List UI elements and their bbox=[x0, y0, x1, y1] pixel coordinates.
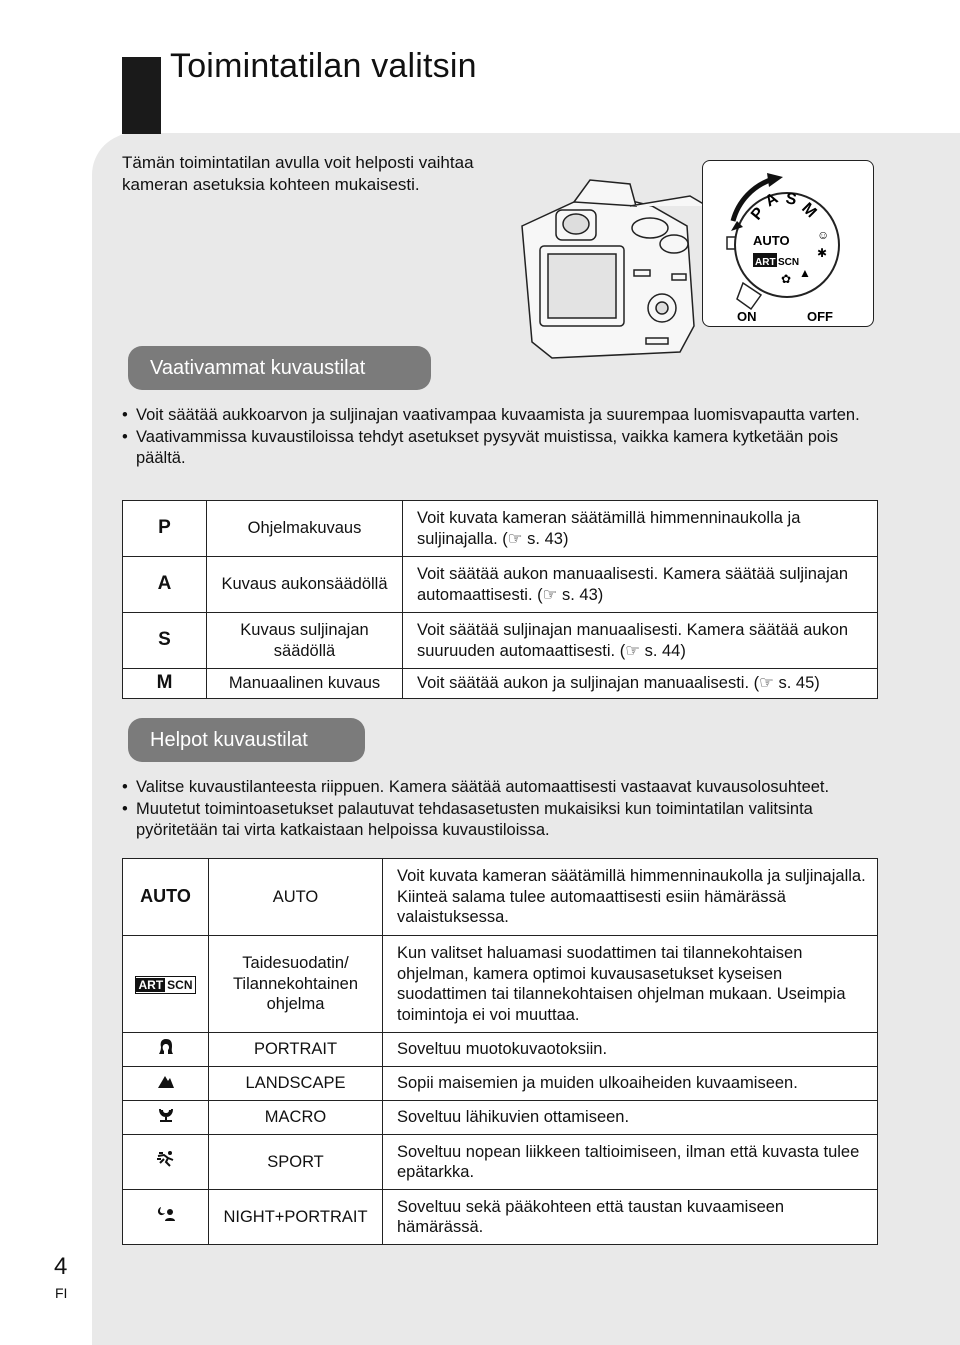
table-row bbox=[123, 1033, 878, 1067]
mode-desc: Soveltuu sekä pääkohteen että taustan kuvaamiseen hämärässä. bbox=[383, 1190, 878, 1245]
mode-letter: A bbox=[123, 557, 207, 613]
table-row bbox=[123, 1101, 878, 1135]
table-row bbox=[123, 859, 878, 936]
title-marker bbox=[122, 57, 161, 134]
dial-mode-a: A bbox=[762, 189, 782, 211]
table-row bbox=[123, 936, 878, 1033]
mode-name: PORTRAIT bbox=[209, 1033, 383, 1067]
dial-portrait-icon: ☺ bbox=[817, 228, 830, 242]
dial-auto-label: AUTO bbox=[753, 233, 790, 248]
mode-desc: Soveltuu nopean liikkeen taltioimiseen, ilman että kuvasta tulee epätarkka. bbox=[383, 1135, 878, 1190]
mode-desc: Soveltuu lähikuvien ottamiseen. bbox=[383, 1101, 878, 1135]
dial-mode-s: S bbox=[784, 190, 798, 209]
mode-desc: Sopii maisemien ja muiden ulkoaiheiden kuvaamiseen. bbox=[383, 1067, 878, 1101]
auto-icon: AUTO bbox=[123, 859, 209, 936]
advanced-heading-text: Vaativammat kuvaustilat bbox=[150, 357, 366, 379]
dial-scn-label: SCN bbox=[778, 257, 800, 268]
easy-heading-text: Helpot kuvaustilat bbox=[150, 729, 308, 751]
page-number: 4 bbox=[54, 1253, 68, 1280]
mode-desc: Voit säätää suljinajan manuaalisesti. Kamera säätää aukon suuruuden automaattisesti. (☞ s. 44) bbox=[403, 613, 878, 669]
dial-on-label: ON bbox=[737, 309, 757, 324]
table-row bbox=[123, 1190, 878, 1245]
mode-letter: M bbox=[123, 669, 207, 699]
mode-desc: Voit kuvata kameran säätämillä himmenninaukolla ja suljinajalla. Kiinteä salama tulee automaattisesti esiin hämärässä valaistuksessa. bbox=[383, 859, 878, 936]
mode-name: Manuaalinen kuvaus bbox=[207, 669, 403, 699]
advanced-modes-table bbox=[122, 500, 878, 699]
camera-illustration bbox=[512, 166, 712, 362]
advanced-bullet-1: • Voit säätää aukkoarvon ja suljinajan vaativampaa kuvaamista ja suurempaa luomisvapautta varten. bbox=[120, 405, 860, 427]
macro-icon bbox=[123, 1101, 209, 1135]
mode-name: SPORT bbox=[209, 1135, 383, 1190]
table-row bbox=[123, 501, 878, 557]
mode-dial bbox=[703, 161, 873, 326]
portrait-icon bbox=[123, 1033, 209, 1067]
advanced-bullets bbox=[120, 405, 860, 470]
table-row bbox=[123, 1067, 878, 1101]
page-title: Toimintatilan valitsin bbox=[170, 47, 477, 85]
night-portrait-icon bbox=[123, 1190, 209, 1245]
mode-desc: Kun valitset haluamasi suodattimen tai tilannekohtaisen ohjelman, kamera optimoi kuvausasetukset kyseisen suodattimen tai tilannekohtaisen ohjelman mukaan. Useimpia toimintoja ei voi muuttaa. bbox=[383, 936, 878, 1033]
mode-name: Taidesuodatin/ Tilannekohtainen ohjelma bbox=[209, 936, 383, 1033]
easy-modes-table bbox=[122, 858, 878, 1245]
mode-name: NIGHT+PORTRAIT bbox=[209, 1190, 383, 1245]
mode-name: LANDSCAPE bbox=[209, 1067, 383, 1101]
dial-off-label: OFF bbox=[807, 309, 833, 324]
mode-desc: Voit kuvata kameran säätämillä himmenninaukolla ja suljinajalla. (☞ s. 43) bbox=[403, 501, 878, 557]
language-code: FI bbox=[55, 1285, 68, 1301]
mode-name: Ohjelmakuvaus bbox=[207, 501, 403, 557]
dial-mode-p: P bbox=[748, 204, 768, 224]
dial-art-label: ART bbox=[755, 257, 776, 268]
mode-desc: Voit säätää aukon ja suljinajan manuaalisesti. (☞ s. 45) bbox=[403, 669, 878, 699]
easy-bullet-2: • Muutetut toimintoasetukset palautuvat tehdasasetusten mukaisiksi kun toimintatilan valitsinta pyöritetään tai virta katkaistaan helpoissa kuvaustiloissa. bbox=[120, 799, 880, 842]
table-row bbox=[123, 613, 878, 669]
art-scn-icon: ART SCN bbox=[123, 936, 209, 1033]
advanced-bullet-2: • Vaativammissa kuvaustiloissa tehdyt asetukset pysyvät muistissa, vaikka kamera kytketään pois päältä. bbox=[120, 427, 860, 470]
advanced-modes-heading bbox=[128, 346, 431, 390]
dial-sport-icon: ✱ bbox=[817, 246, 828, 260]
landscape-icon bbox=[123, 1067, 209, 1101]
dial-landscape-icon: ▲ bbox=[799, 266, 811, 280]
mode-name: MACRO bbox=[209, 1101, 383, 1135]
mode-dial-inset bbox=[702, 160, 874, 327]
mode-name: Kuvaus aukonsäädöllä bbox=[207, 557, 403, 613]
mode-name: AUTO bbox=[209, 859, 383, 936]
table-row bbox=[123, 1135, 878, 1190]
mode-letter: P bbox=[123, 501, 207, 557]
table-row bbox=[123, 669, 878, 699]
mode-desc: Voit säätää aukon manuaalisesti. Kamera säätää suljinajan automaattisesti. (☞ s. 43) bbox=[403, 557, 878, 613]
sport-icon bbox=[123, 1135, 209, 1190]
dial-macro-icon: ✿ bbox=[781, 272, 792, 286]
intro-text: Tämän toimintatilan avulla voit helposti vaihtaa kameran asetuksia kohteen mukaisesti. bbox=[122, 153, 474, 194]
easy-bullet-1: • Valitse kuvaustilanteesta riippuen. Kamera säätää automaattisesti vastaavat kuvausolosuhteet. bbox=[120, 777, 880, 799]
mode-name: Kuvaus suljinajan säädöllä bbox=[207, 613, 403, 669]
easy-bullets bbox=[120, 777, 880, 842]
table-row bbox=[123, 557, 878, 613]
mode-letter: S bbox=[123, 613, 207, 669]
dial-mode-m: M bbox=[798, 199, 820, 222]
easy-modes-heading bbox=[128, 718, 365, 762]
mode-desc: Soveltuu muotokuvaotoksiin. bbox=[383, 1033, 878, 1067]
